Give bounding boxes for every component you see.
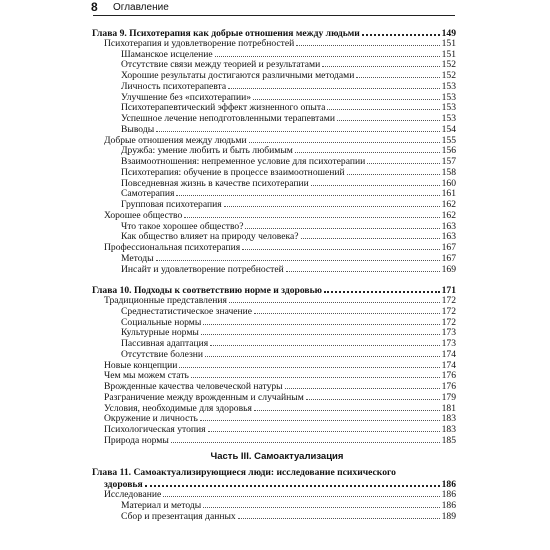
toc-entry bbox=[92, 38, 456, 49]
toc-entry bbox=[92, 413, 456, 424]
toc-entry-label: Профессиональная психотерапия bbox=[104, 242, 241, 253]
toc-chapter-entry bbox=[92, 284, 456, 295]
toc-leader-dots bbox=[205, 349, 440, 357]
toc-entry bbox=[92, 242, 456, 253]
toc-entry-page: 163 bbox=[441, 220, 456, 232]
toc-entry-page: 151 bbox=[441, 37, 456, 49]
toc-entry bbox=[92, 306, 456, 317]
toc-entry-page: 155 bbox=[441, 134, 456, 146]
toc-entry-page: 172 bbox=[441, 316, 456, 328]
toc-entry-label: Культурные нормы bbox=[121, 327, 199, 339]
toc-leader-dots bbox=[163, 489, 439, 497]
toc-entry-page: 154 bbox=[441, 123, 456, 135]
toc-leader-dots bbox=[156, 124, 439, 132]
toc-leader-dots bbox=[249, 135, 440, 143]
toc-entry-label: Выводы bbox=[121, 123, 155, 135]
toc-entry bbox=[92, 178, 456, 189]
toc-entry-page: 157 bbox=[441, 156, 456, 167]
toc-entry bbox=[92, 295, 456, 306]
toc-entry-page: 174 bbox=[441, 348, 456, 360]
toc-entry-label: Что такое хорошее общество? bbox=[121, 220, 244, 232]
toc-leader-dots bbox=[311, 178, 440, 186]
toc-entry-label: Традиционные представления bbox=[104, 295, 227, 306]
toc-leader-dots bbox=[176, 188, 439, 196]
toc-entry bbox=[92, 221, 456, 232]
toc-entry-page: 167 bbox=[441, 242, 456, 253]
toc-leader-dots bbox=[347, 167, 440, 175]
toc-leader-dots bbox=[367, 156, 439, 164]
toc-entry-label: Инсайт и удовлетворение потребностей bbox=[121, 263, 284, 275]
toc-leader-dots bbox=[356, 70, 439, 78]
toc-entry bbox=[92, 231, 456, 242]
toc-chapter-entry bbox=[92, 27, 456, 38]
toc-leader-dots bbox=[253, 92, 440, 100]
toc-leader-dots bbox=[324, 284, 440, 293]
toc-entry bbox=[92, 264, 456, 275]
toc-leader-dots bbox=[228, 81, 439, 89]
toc-entry-page: 186 bbox=[441, 489, 456, 500]
toc-entry bbox=[92, 113, 456, 124]
toc-leader-dots bbox=[229, 295, 440, 303]
toc-leader-dots bbox=[145, 478, 440, 487]
toc-leader-dots bbox=[156, 253, 440, 261]
toc-entry bbox=[92, 199, 456, 210]
toc-entry bbox=[92, 124, 456, 135]
toc-block-chapter-10 bbox=[92, 284, 456, 445]
toc-entry-page: 152 bbox=[441, 59, 456, 71]
toc-leader-dots bbox=[203, 317, 439, 325]
toc-entry-page: 153 bbox=[441, 80, 456, 92]
toc-entry-page: 163 bbox=[441, 231, 456, 243]
toc-leader-dots bbox=[327, 102, 439, 110]
toc-entry-page: 153 bbox=[441, 102, 456, 114]
toc-leader-dots bbox=[171, 435, 440, 443]
toc-leader-dots bbox=[203, 500, 439, 508]
toc-entry bbox=[92, 70, 456, 81]
toc-leader-dots bbox=[362, 27, 440, 36]
toc-leader-dots bbox=[285, 381, 440, 389]
toc-leader-dots bbox=[254, 306, 440, 314]
toc-entry bbox=[92, 167, 456, 178]
toc-entry-label: Условия, необходимые для здоровья bbox=[104, 402, 252, 414]
toc-entry-page: 176 bbox=[441, 370, 456, 382]
toc-entry-page: 183 bbox=[441, 413, 456, 425]
toc-entry bbox=[92, 338, 456, 349]
toc-entry-page: 179 bbox=[441, 391, 456, 403]
toc-entry-page: 152 bbox=[441, 70, 456, 81]
toc-entry bbox=[92, 156, 456, 167]
toc-entry-page: 189 bbox=[441, 510, 456, 522]
toc-entry-page: 169 bbox=[441, 263, 456, 275]
toc-entry-page: 186 bbox=[441, 499, 456, 511]
toc-entry bbox=[92, 511, 456, 522]
toc-entry-label: Исследование bbox=[104, 489, 162, 500]
toc-entry bbox=[92, 489, 456, 500]
toc-entry bbox=[92, 81, 456, 92]
toc-entry-label: Среднестатистическое значение bbox=[121, 305, 253, 317]
running-title: Оглавление bbox=[113, 2, 169, 13]
toc-entry-page: 161 bbox=[441, 188, 456, 200]
toc-entry bbox=[92, 210, 456, 221]
toc-entry-page: 183 bbox=[441, 424, 456, 435]
toc-leader-dots bbox=[201, 327, 440, 335]
toc-entry-label: Глава 10. Подходы к соответствию норме и здоровью bbox=[92, 285, 322, 297]
toc-block-chapter-11 bbox=[92, 489, 456, 521]
toc-entry-label: Глава 9. Психотерапия как добрые отношения между людьми bbox=[92, 28, 360, 39]
toc-entry-page: 167 bbox=[441, 252, 456, 264]
toc-entry-page: 173 bbox=[441, 327, 456, 339]
toc-entry-label: Психотерапия: обучение в процессе взаимоотношений bbox=[121, 166, 345, 178]
toc-entry bbox=[92, 500, 456, 511]
toc-entry-page: 162 bbox=[441, 199, 456, 210]
toc-entry-label: Самотерапия bbox=[121, 188, 175, 200]
toc-entry-page: 153 bbox=[441, 91, 456, 103]
toc-entry-label: Как общество влияет на природу человека? bbox=[121, 231, 299, 243]
toc-entry-label: Окружение и личность bbox=[104, 413, 198, 425]
toc-chapter-11-line2 bbox=[92, 478, 456, 489]
toc-entry-page: 149 bbox=[441, 28, 456, 39]
toc-leader-dots bbox=[238, 511, 440, 519]
toc-entry bbox=[92, 435, 456, 446]
toc-entry-label: Чем мы можем стать bbox=[104, 370, 189, 382]
toc-entry-page: 153 bbox=[441, 113, 456, 124]
toc-entry bbox=[92, 188, 456, 199]
toc-leader-dots bbox=[306, 392, 440, 400]
toc-entry-page: 186 bbox=[441, 479, 456, 491]
toc-entry-page: 171 bbox=[441, 285, 456, 297]
toc-entry-label: Психотерапия и удовлетворение потребностей bbox=[104, 37, 295, 49]
toc-leader-dots bbox=[179, 360, 439, 368]
table-of-contents bbox=[92, 27, 456, 521]
toc-leader-dots bbox=[301, 231, 440, 239]
toc-leader-dots bbox=[322, 59, 439, 67]
toc-entry-label: здоровья bbox=[104, 479, 143, 491]
toc-entry bbox=[92, 349, 456, 360]
toc-entry-label: Дружба: умение любить и быть любимым bbox=[121, 145, 293, 157]
toc-entry bbox=[92, 92, 456, 103]
toc-entry bbox=[92, 424, 456, 435]
toc-entry bbox=[92, 145, 456, 156]
toc-entry bbox=[92, 135, 456, 146]
toc-entry-label: Шаманское исцеление bbox=[121, 48, 213, 60]
toc-leader-dots bbox=[191, 370, 440, 378]
toc-entry-page: 162 bbox=[441, 209, 456, 221]
toc-entry-label: Методы bbox=[121, 252, 154, 264]
toc-entry-label: Пассивная адаптация bbox=[121, 338, 209, 349]
toc-leader-dots bbox=[337, 113, 440, 121]
toc-entry-label: Отсутствие болезни bbox=[121, 348, 204, 360]
toc-entry-label: Психотерапевтический эффект жизненного опыта bbox=[121, 102, 326, 114]
toc-entry-label: Разграничение между врожденным и случайным bbox=[104, 391, 304, 403]
toc-leader-dots bbox=[242, 242, 439, 250]
toc-entry bbox=[92, 327, 456, 338]
toc-entry-label: Хорошие результаты достигаются различными методами bbox=[121, 70, 355, 81]
toc-leader-dots bbox=[295, 145, 440, 153]
toc-entry bbox=[92, 392, 456, 403]
toc-entry-label: Улучшение без «психотерапии» bbox=[121, 91, 252, 103]
toc-entry-label: Личность психотерапевта bbox=[121, 80, 227, 92]
toc-entry-page: 174 bbox=[441, 359, 456, 371]
toc-entry bbox=[92, 317, 456, 328]
toc-chapter-11 bbox=[92, 468, 456, 490]
toc-entry-label: Хорошее общество bbox=[104, 209, 183, 221]
toc-leader-dots bbox=[286, 264, 440, 272]
toc-entry-label: Взаимоотношения: непременное условие для психотерапии bbox=[121, 156, 366, 167]
toc-leader-dots bbox=[296, 38, 439, 46]
toc-entry-page: 176 bbox=[441, 381, 456, 392]
toc-entry-label: Отсутствие связи между теорией и результатами bbox=[121, 59, 321, 71]
toc-entry-page: 172 bbox=[441, 305, 456, 317]
toc-entry-page: 185 bbox=[441, 434, 456, 446]
toc-entry bbox=[92, 381, 456, 392]
toc-entry-label: Психологическая утопия bbox=[104, 424, 206, 435]
toc-leader-dots bbox=[200, 413, 440, 421]
toc-entry-label: Социальные нормы bbox=[121, 316, 202, 328]
toc-block-chapter-9 bbox=[92, 27, 456, 274]
toc-entry-label: Врожденные качества человеческой натуры bbox=[104, 381, 283, 392]
page-number: 8 bbox=[91, 0, 98, 14]
toc-entry-label: Успешное лечение неподготовленными терапевтами bbox=[121, 113, 335, 124]
toc-leader-dots bbox=[224, 199, 440, 207]
toc-entry-label: Добрые отношения между людьми bbox=[104, 134, 247, 146]
toc-entry-label: Сбор и презентация данных bbox=[121, 510, 236, 522]
toc-entry-page: 181 bbox=[441, 402, 456, 414]
toc-entry-label: Материал и методы bbox=[121, 499, 202, 511]
toc-leader-dots bbox=[254, 403, 440, 411]
toc-entry-label: Новые концепции bbox=[104, 359, 178, 371]
toc-entry bbox=[92, 59, 456, 70]
toc-chapter-11-line1: Глава 11. Самоактуализирующиеся люди: исследование психического bbox=[92, 466, 396, 478]
toc-leader-dots bbox=[215, 49, 440, 57]
toc-entry bbox=[92, 360, 456, 371]
toc-entry-page: 151 bbox=[441, 48, 456, 60]
toc-entry-label: Повседневная жизнь в качестве психотерапии bbox=[121, 177, 309, 189]
toc-leader-dots bbox=[210, 338, 439, 346]
toc-leader-dots bbox=[208, 424, 440, 432]
toc-entry bbox=[92, 49, 456, 60]
toc-entry bbox=[92, 102, 456, 113]
part-title: Часть III. Самоактуализация bbox=[210, 450, 344, 462]
toc-leader-dots bbox=[245, 221, 439, 229]
toc-entry-page: 172 bbox=[441, 295, 456, 306]
toc-entry bbox=[92, 403, 456, 414]
toc-entry-page: 158 bbox=[441, 166, 456, 178]
toc-entry-page: 156 bbox=[441, 145, 456, 157]
toc-entry bbox=[92, 253, 456, 264]
toc-entry-label: Природа нормы bbox=[104, 434, 169, 446]
toc-entry-label: Групповая психотерапия bbox=[121, 199, 222, 210]
page-header bbox=[93, 0, 455, 16]
toc-leader-dots bbox=[184, 210, 439, 218]
toc-entry bbox=[92, 370, 456, 381]
toc-entry-page: 173 bbox=[441, 338, 456, 349]
toc-entry-page: 160 bbox=[441, 177, 456, 189]
